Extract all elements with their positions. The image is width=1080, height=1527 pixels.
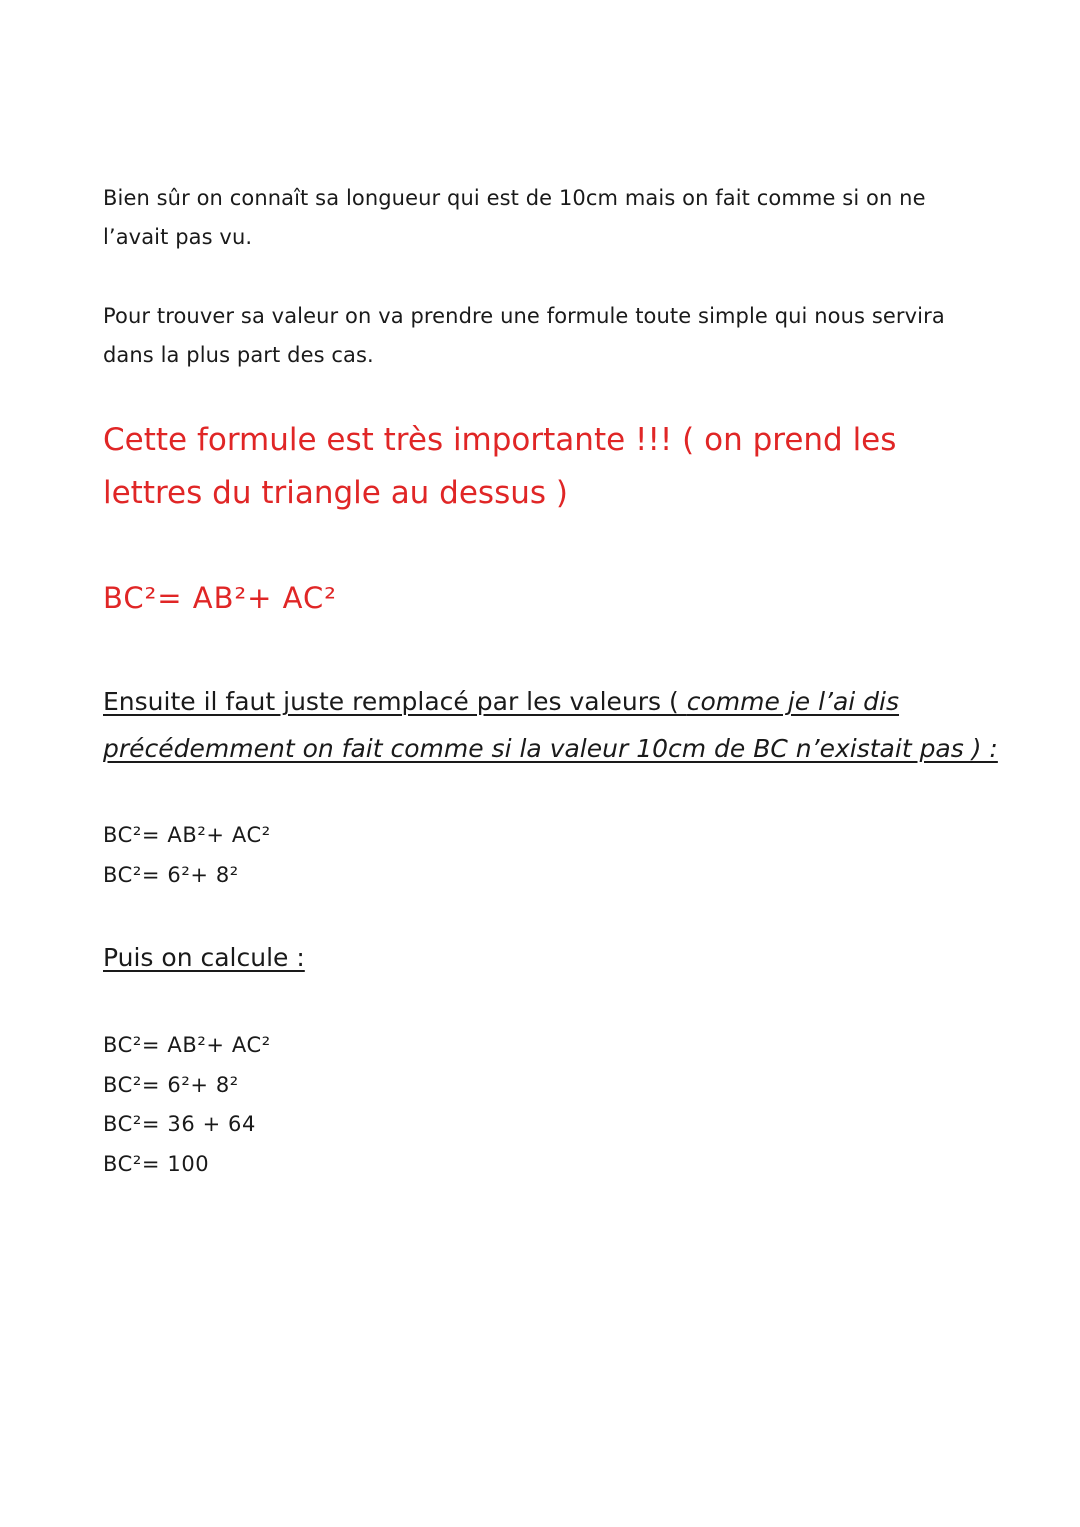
calculation-line: BC²= 6²+ 8² [103,1072,239,1097]
pythagoras-formula: BC²= AB²+ AC² [103,581,337,615]
calculation-line: BC²= AB²+ AC² [103,1033,271,1057]
calculation-heading-text: Puis on calcule : [103,943,305,972]
important-formula-heading: Cette formule est très importante !!! ( on prend les lettres du triangle au dessus ) [103,422,897,511]
calculation-heading [103,936,983,980]
substitution-line: BC²= 6²+ 8² [103,862,239,887]
calculation-lines [103,1026,983,1184]
intro-paragraph-length: Bien sûr on connaît sa longueur qui est de 10cm mais on fait comme si on ne l’avait pas vu. [103,186,926,249]
intro-paragraph-formula: Pour trouver sa valeur on va prendre une formule toute simple qui nous servira dans la plus part des cas. [103,304,945,367]
calculation-line: BC²= 100 [103,1151,210,1176]
substitution-heading [103,678,1003,772]
substitution-lines [103,816,983,895]
substitution-heading-italic: comme je l’ai dis précédemment on fait comme si la valeur 10cm de BC n’existait pas ) : [103,687,998,763]
substitution-line: BC²= AB²+ AC² [103,823,271,847]
calculation-line: BC²= 36 + 64 [103,1112,256,1136]
substitution-heading-normal: Ensuite il faut juste remplacé par les valeurs ( [103,687,687,716]
